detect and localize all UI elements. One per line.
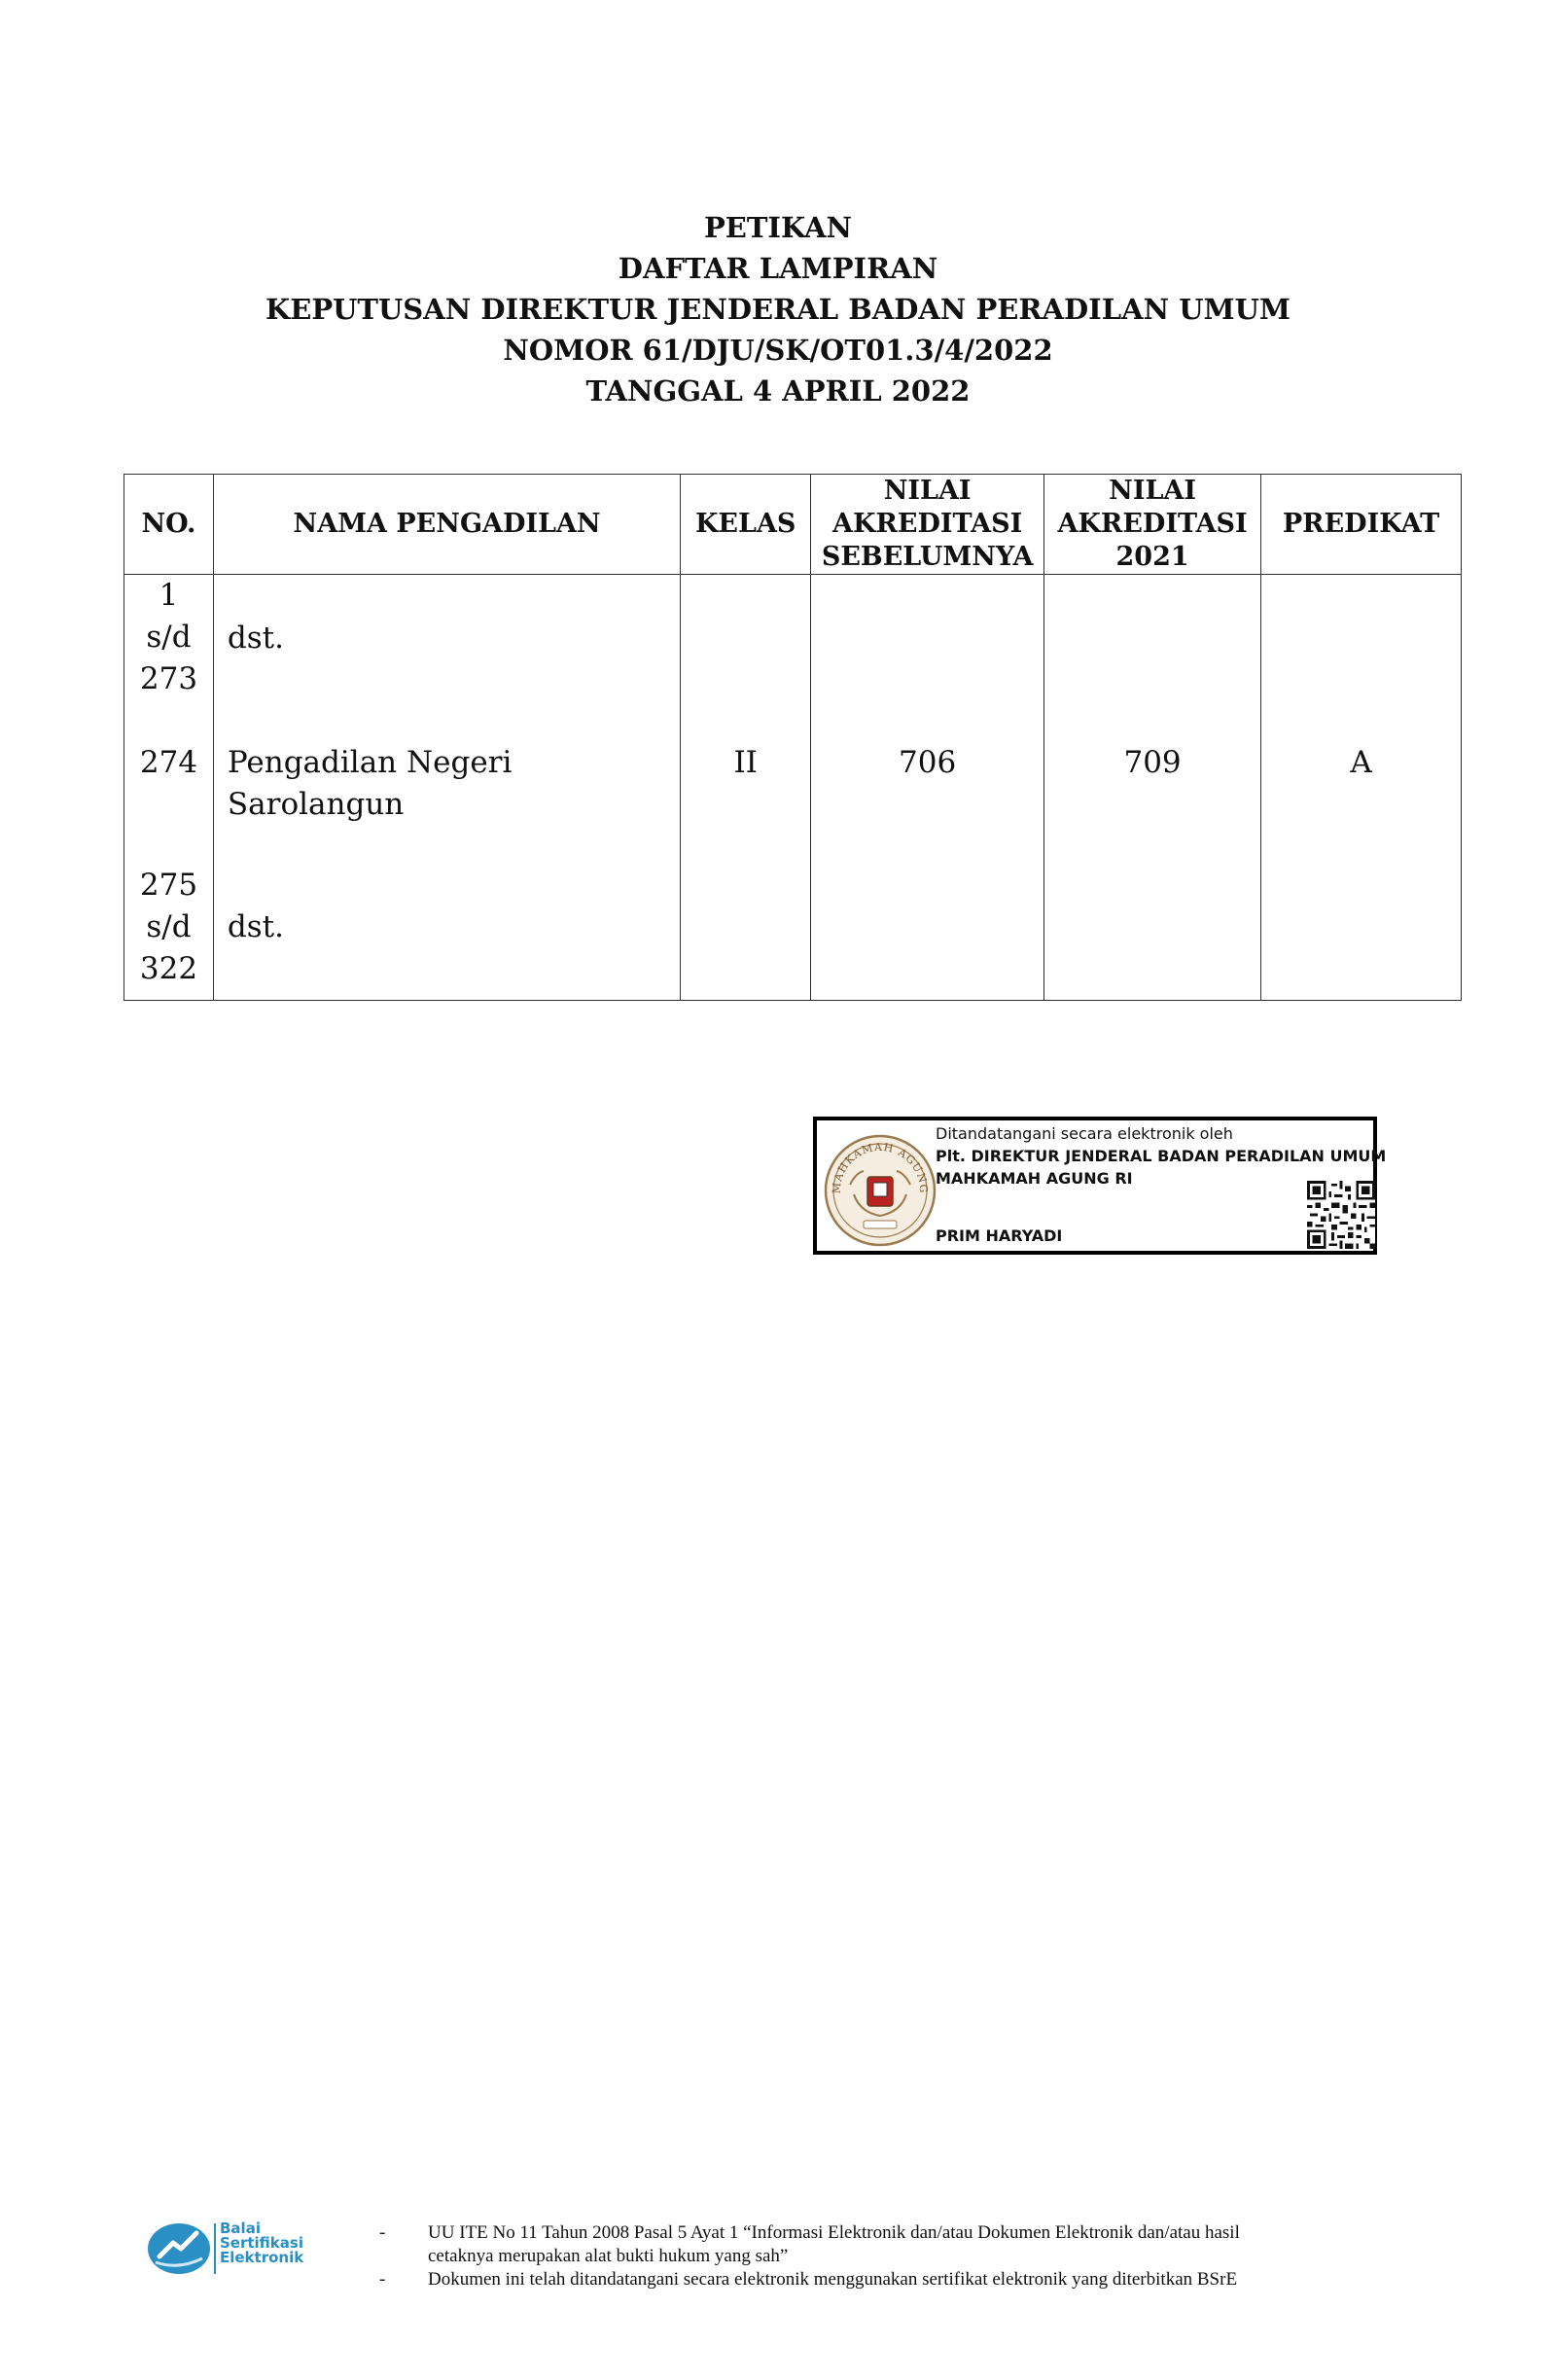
row-no-sd: s/d [146,620,192,655]
row-no-range [124,864,214,1001]
row-no-end: 322 [139,951,198,986]
seal-text: MAHKAMAH AGUNG [830,1140,931,1194]
footer-note-uu-ite [379,2221,1478,2268]
note-text: Dokumen ini telah ditandatangani secara elektronik menggunakan sertifikat elektronik yang diterbitkan BSrE [428,2269,1238,2290]
row-predikat [1261,864,1462,1001]
heading-daftar-lampiran: DAFTAR LAMPIRAN [618,252,938,285]
signature-name: PRIM HARYADI [936,1226,1063,1245]
note-text [428,2221,1478,2268]
heading-petikan: PETIKAN [703,211,853,244]
footer-note-bsre [379,2268,1478,2291]
row-nilai-sebelumnya [811,575,1044,742]
row-nama-line1: Pengadilan Negeri [227,745,513,780]
heading-tanggal: TANGGAL 4 APRIL 2022 [585,374,971,408]
heading-keputusan: KEPUTUSAN DIREKTUR JENDERAL BADAN PERADILAN UMUM [265,293,1291,326]
row-nama [213,864,680,1001]
row-nama [213,741,680,864]
header-predikat: PREDIKAT [1261,475,1462,575]
footer-notes [379,2221,1478,2291]
row-nilai-sebelumnya: 706 [811,741,1044,864]
row-nilai-2021: 709 [1044,741,1261,864]
row-no-end: 273 [139,661,198,696]
heading-nomor: NOMOR 61/DJU/SK/OT01.3/4/2022 [503,334,1053,367]
row-nama [213,575,680,742]
signature-caption: Ditandatangani secara elektronik oleh [936,1124,1233,1143]
note-text-line1: UU ITE No 11 Tahun 2008 Pasal 5 Ayat 1 “Informasi Elektronik dan/atau Dokumen Elektronik dan/atau hasil [428,2222,1240,2243]
row-no-start: 1 [159,578,179,613]
header-nilai-sebelumnya-line1: NILAI [883,476,972,506]
note-dash: - [379,2222,386,2243]
bsre-logo-line1: Balai [220,2220,261,2237]
row-no-start: 275 [139,868,198,903]
row-nama-text: dst. [227,621,284,656]
row-nilai-2021 [1044,575,1261,742]
row-nama-text: dst. [227,909,284,944]
bsre-logo-text [220,2221,336,2265]
header-nilai-sebelumnya [811,475,1044,575]
table-row [124,575,1462,742]
signature-institution: MAHKAMAH AGUNG RI [936,1169,1133,1188]
table-header-row [124,475,1462,575]
header-nilai-2021-line2: AKREDITASI [1057,509,1248,539]
row-kelas [681,864,811,1001]
row-predikat [1261,575,1462,742]
signature-title: Plt. DIREKTUR JENDERAL BADAN PERADILAN UMUM [936,1147,1387,1165]
note-text-line2: cetaknya merupakan alat bukti hukum yang sah” [428,2246,789,2266]
qr-code-icon [1307,1181,1375,1249]
bsre-logo-line2: Sertifikasi [220,2234,303,2252]
table-row [124,741,1462,864]
electronic-signature-box [813,1117,1387,1255]
row-kelas [681,575,811,742]
row-predikat: A [1261,741,1462,864]
row-no-sd: s/d [146,909,192,944]
bsre-logo-line3: Elektronik [220,2249,304,2266]
row-nilai-sebelumnya [811,864,1044,1001]
header-nama-pengadilan: NAMA PENGADILAN [213,475,680,575]
header-nilai-sebelumnya-line3: SEBELUMNYA [821,542,1034,572]
row-no-range [124,575,214,742]
row-no: 274 [124,741,214,864]
header-nilai-2021-line1: NILAI [1109,476,1197,506]
header-nilai-2021 [1044,475,1261,575]
lampiran-table [124,474,1462,1001]
document-heading [0,207,1556,411]
row-nilai-2021 [1044,864,1261,1001]
header-no: NO. [124,475,214,575]
row-kelas: II [681,741,811,864]
note-dash: - [379,2269,386,2290]
row-nama-line2: Sarolangun [227,787,405,822]
mahkamah-agung-seal-icon [821,1126,939,1249]
table-row [124,864,1462,1001]
header-nilai-2021-line3: 2021 [1115,542,1189,572]
header-kelas: KELAS [681,475,811,575]
header-nilai-sebelumnya-line2: AKREDITASI [832,509,1023,539]
